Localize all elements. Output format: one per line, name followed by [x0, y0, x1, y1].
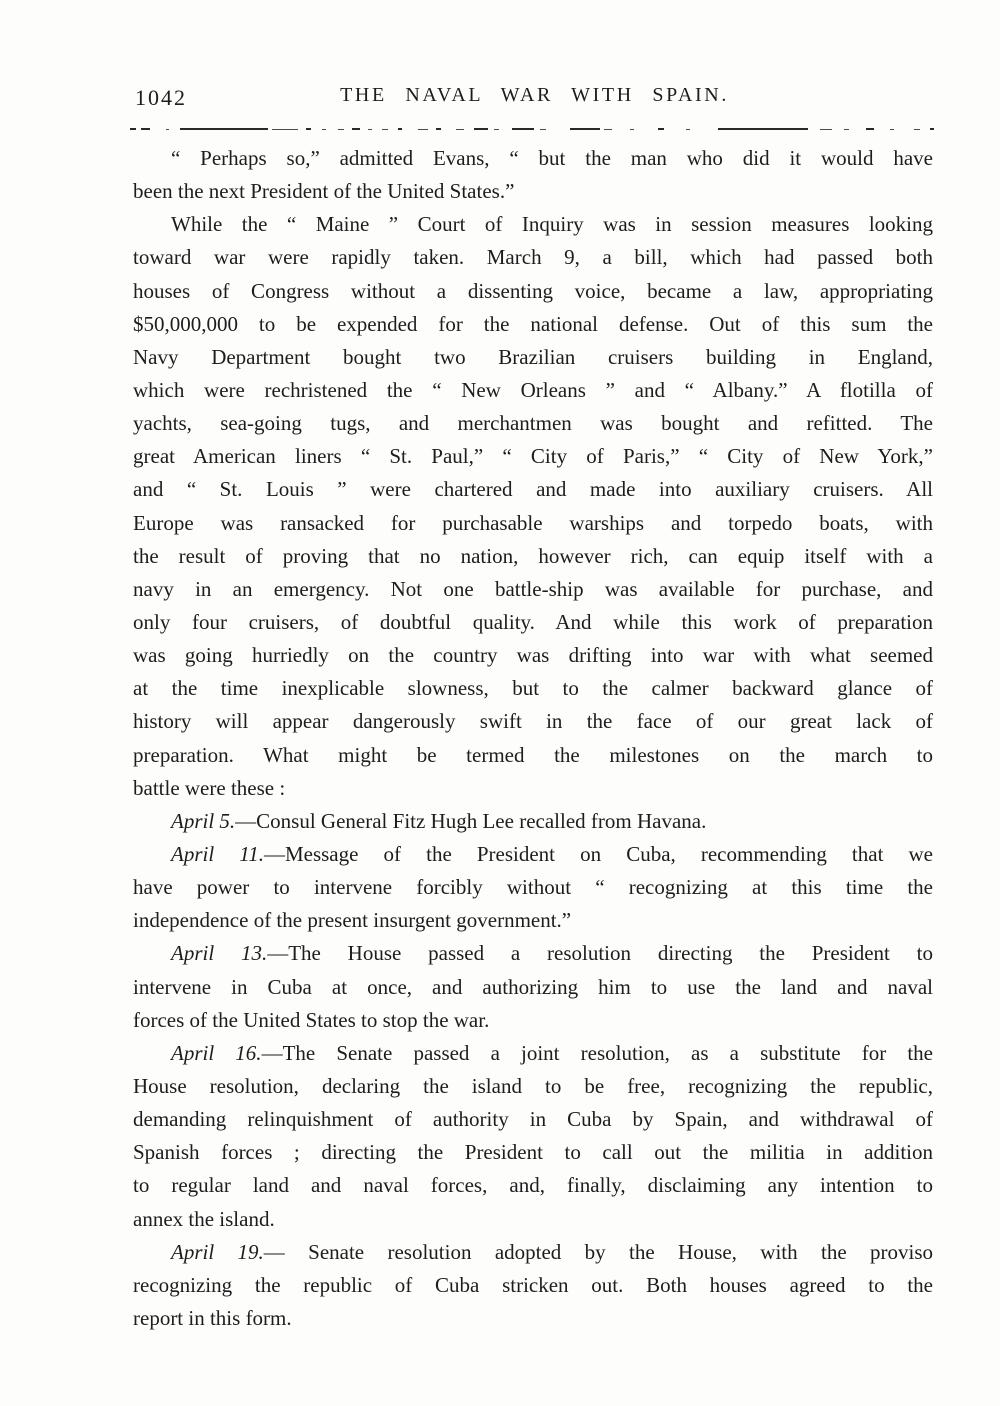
rule-segment	[890, 129, 894, 130]
text-line: been the next President of the United States.”	[133, 179, 515, 204]
text-line: Navy Department bought two Brazilian cruisers building in England,	[133, 344, 933, 369]
rule-segment	[494, 129, 499, 130]
rule-segment	[352, 128, 360, 130]
date-italic-lead: April 19.	[171, 1239, 264, 1264]
date-italic-lead: April 13.	[171, 941, 268, 966]
text-line: $50,000,000 to be expended for the national defense. Out of this sum the	[133, 311, 933, 336]
rule-segment	[398, 128, 402, 130]
rule-segment	[418, 129, 428, 130]
page-number: 1042	[135, 85, 187, 110]
rule-segment	[130, 128, 136, 130]
text-line: annex the island.	[133, 1206, 275, 1231]
text-line: at the time inexplicable slowness, but to the calmer backward glance of	[133, 676, 933, 701]
rule-segment	[456, 129, 464, 130]
text-line: great American liners “ St. Paul,” “ City of Paris,” “ City of New York,”	[133, 444, 933, 469]
text-line: battle were these :	[133, 775, 286, 800]
rule-segment	[306, 128, 311, 130]
date-italic-lead: April 11.	[171, 841, 264, 866]
text-line: “ Perhaps so,” admitted Evans, “ but the man who did it would have	[171, 146, 933, 170]
text-line: preparation. What might be termed the milestones on the march to	[133, 742, 933, 767]
rule-segment	[540, 129, 546, 130]
text-line: to regular land and naval forces, and, finally, disclaiming any intention to	[133, 1173, 933, 1198]
rule-segment	[141, 128, 150, 130]
rule-segment	[368, 129, 372, 130]
rule-segment	[512, 128, 534, 130]
text-line: While the “ Maine ” Court of Inquiry was in session measures looking	[171, 212, 933, 237]
rule-segment	[630, 129, 634, 130]
text-line: April 11.—Message of the President on Cuba, recommending that we	[171, 841, 933, 866]
text-line: report in this form.	[133, 1305, 292, 1330]
header-rule	[130, 127, 936, 131]
text-line: April 16.—The Senate passed a joint resolution, as a substitute for the	[171, 1040, 933, 1065]
rule-segment	[570, 128, 600, 130]
text-line: Europe was ransacked for purchasable warships and torpedo boats, with	[133, 510, 933, 535]
rule-segment	[820, 129, 832, 130]
text-line: yachts, sea-going tugs, and merchantmen was bought and refitted. The	[133, 411, 933, 436]
rule-segment	[686, 129, 690, 130]
text-line: forces of the United States to stop the war.	[133, 1007, 490, 1032]
rule-segment	[718, 128, 808, 130]
rule-segment	[180, 128, 268, 130]
text-line: House resolution, declaring the island to be free, recognizing the republic,	[133, 1073, 933, 1098]
text-line: the result of proving that no nation, however rich, can equip itself with a	[133, 543, 933, 568]
rule-segment	[436, 128, 441, 130]
text-line: which were rechristened the “ New Orleans ” and “ Albany.” A flotilla of	[133, 377, 933, 402]
rule-segment	[844, 129, 849, 130]
rule-segment	[382, 129, 388, 130]
rule-segment	[474, 128, 488, 130]
page-text	[133, 142, 933, 1335]
text-line: April 5.—Consul General Fitz Hugh Lee recalled from Havana.	[171, 808, 707, 833]
text-line: was going hurriedly on the country was drifting into war with what seemed	[133, 643, 933, 668]
rule-segment	[930, 128, 934, 130]
date-italic-lead: April 5.	[171, 808, 236, 833]
date-italic-lead: April 16.	[171, 1040, 262, 1065]
text-line: independence of the present insurgent government.”	[133, 908, 572, 933]
text-line: navy in an emergency. Not one battle-ship was available for purchase, and	[133, 576, 933, 601]
rule-segment	[914, 129, 920, 130]
text-line: demanding relinquishment of authority in Cuba by Spain, and withdrawal of	[133, 1107, 933, 1132]
text-line: history will appear dangerously swift in the face of our great lack of	[133, 709, 933, 734]
text-line: April 19.— Senate resolution adopted by the House, with the proviso	[171, 1239, 933, 1264]
text-line: houses of Congress without a dissenting voice, became a law, appropriating	[133, 278, 933, 303]
rule-segment	[166, 129, 169, 130]
rule-segment	[866, 128, 874, 130]
text-line: intervene in Cuba at once, and authorizing him to use the land and naval	[133, 974, 933, 999]
page-header	[133, 82, 936, 114]
text-line: have power to intervene forcibly without “ recognizing at this time the	[133, 875, 933, 900]
rule-segment	[322, 129, 326, 130]
text-line: recognizing the republic of Cuba stricken out. Both houses agreed to the	[133, 1272, 933, 1297]
rule-segment	[604, 129, 612, 130]
running-title: THE NAVAL WAR WITH SPAIN.	[340, 84, 729, 106]
text-line: toward war were rapidly taken. March 9, a bill, which had passed both	[133, 245, 933, 270]
rule-segment	[338, 129, 344, 130]
rule-segment	[658, 128, 664, 130]
text-line: April 13.—The House passed a resolution directing the President to	[171, 941, 933, 966]
text-line: and “ St. Louis ” were chartered and made into auxiliary cruisers. All	[133, 477, 933, 502]
text-line: Spanish forces ; directing the President to call out the militia in addition	[133, 1140, 933, 1165]
text-line: only four cruisers, of doubtful quality. And while this work of preparation	[133, 609, 933, 634]
rule-segment	[272, 129, 298, 130]
